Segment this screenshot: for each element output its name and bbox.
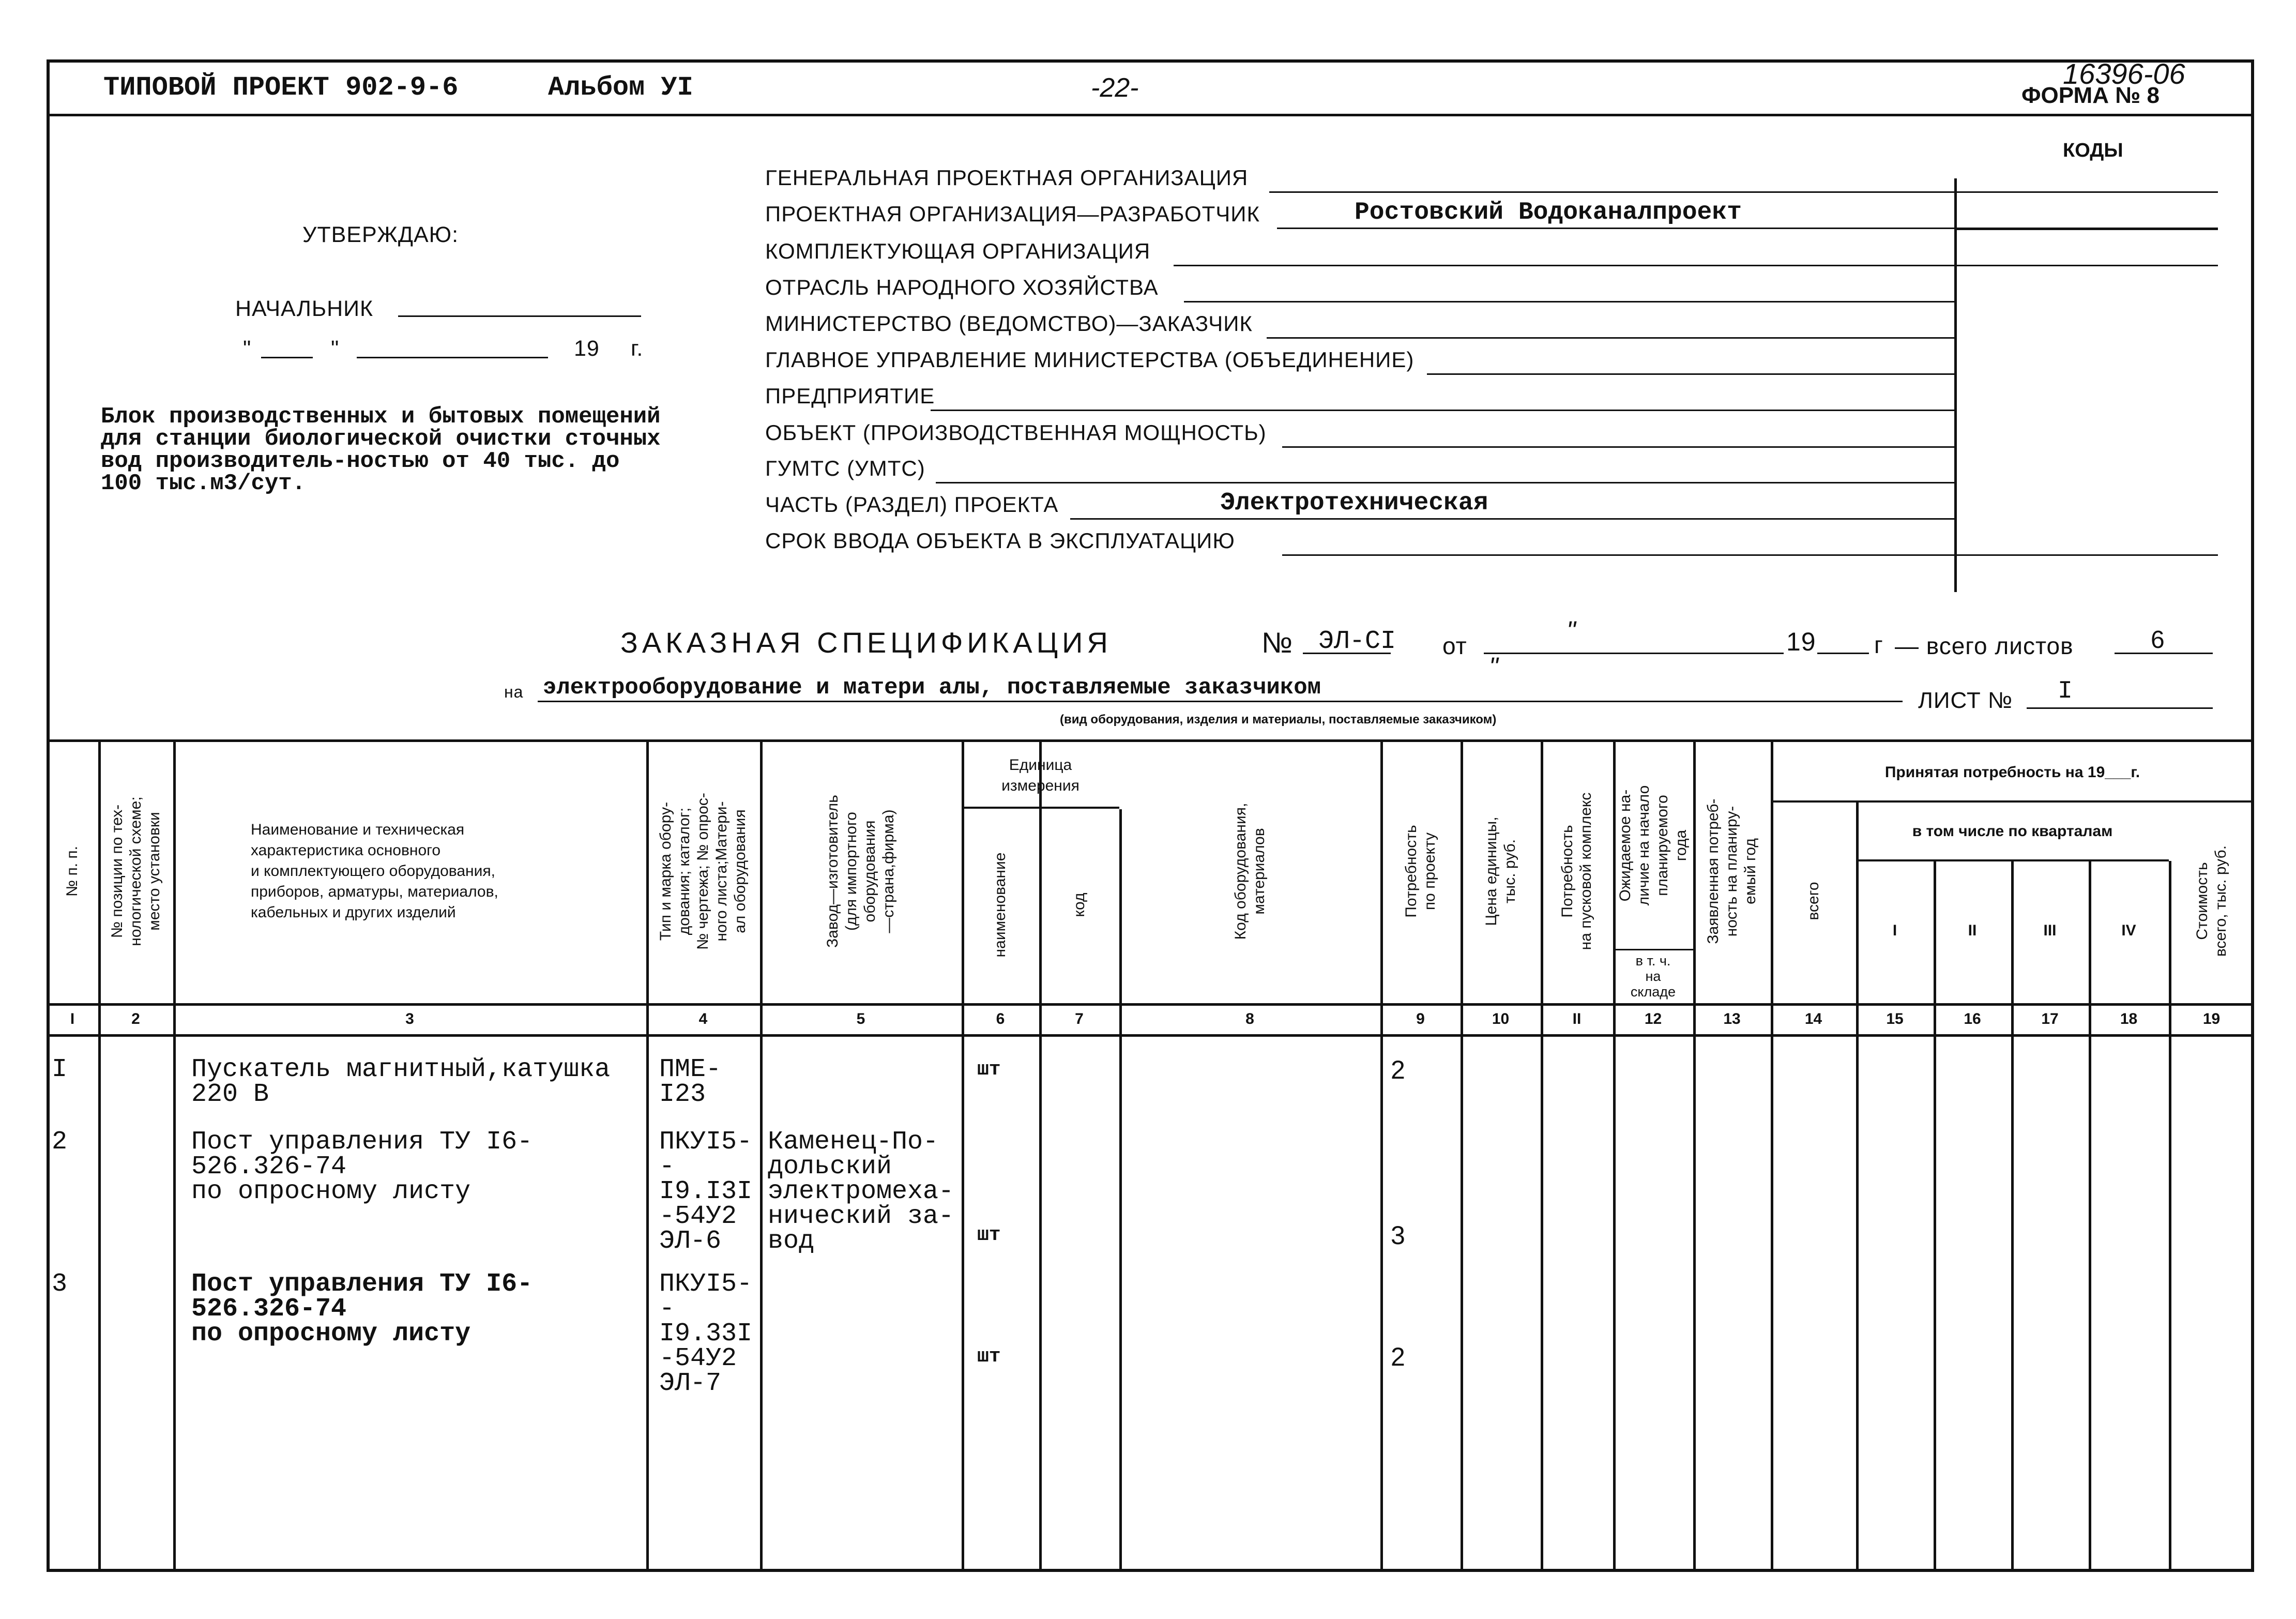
quarters-group-line bbox=[1856, 859, 2169, 861]
date-quote-open: " bbox=[243, 336, 252, 361]
number-row-bottom-line bbox=[47, 1034, 2254, 1037]
org-field-label: ГУМТС (УМТС) bbox=[765, 456, 925, 480]
column-number: 4 bbox=[698, 1010, 708, 1027]
spec-number: ЭЛ-СI bbox=[1318, 627, 1396, 656]
column-number: 19 bbox=[2202, 1010, 2221, 1027]
org-field-value: Электротехническая bbox=[1220, 489, 1488, 517]
sheet-number: I bbox=[2058, 677, 2073, 705]
row-item-type: ПМЕ-I23 bbox=[659, 1055, 722, 1109]
spec-date-line[interactable] bbox=[1484, 653, 1784, 654]
col-header-q3: III bbox=[2043, 922, 2057, 939]
spec-quote-close: " bbox=[1489, 652, 1498, 681]
org-field-label: КОМПЛЕКТУЮЩАЯ ОРГАНИЗАЦИЯ bbox=[765, 239, 1151, 263]
column-number: 3 bbox=[405, 1010, 414, 1027]
row-item-quantity: 2 bbox=[1391, 1342, 1405, 1371]
org-field-label: ГЕНЕРАЛЬНАЯ ПРОЕКТНАЯ ОРГАНИЗАЦИЯ bbox=[765, 165, 1249, 190]
project-title: ТИПОВОЙ ПРОЕКТ 902-9-6 bbox=[103, 72, 459, 103]
spec-title: ЗАКАЗНАЯ СПЕЦИФИКАЦИЯ bbox=[620, 626, 1112, 659]
org-field-label: СРОК ВВОДА ОБЪЕКТА В ЭКСПЛУАТАЦИЮ bbox=[765, 528, 1235, 553]
row-item-name: Пост управления ТУ I6-526.326-74 по опросному листу bbox=[191, 1127, 533, 1206]
org-field-label: ПРОЕКТНАЯ ОРГАНИЗАЦИЯ—РАЗРАБОТЧИК bbox=[765, 202, 1260, 226]
object-description: Блок производственных и бытовых помещений для станции биологической очистки сточных вод производитель-ностью от 40 тыс. до 100 тыс.м3/сут. bbox=[101, 404, 661, 496]
column-number: 14 bbox=[1804, 1010, 1822, 1027]
org-field-value: Ростовский Водоканалпроект bbox=[1355, 199, 1742, 226]
org-code-line[interactable] bbox=[1954, 265, 2218, 266]
spec-on-label: на bbox=[504, 683, 524, 701]
spec-number-line[interactable] bbox=[1303, 653, 1391, 654]
row-item-unit: шт bbox=[977, 1345, 1001, 1368]
row-item-type: ПКУI5- -I9.33I -54У2 ЭЛ-7 bbox=[659, 1269, 753, 1398]
column-number: 17 bbox=[2041, 1010, 2059, 1027]
col-header-declared: Заявленная потреб- ность на планиру- емый год bbox=[1705, 798, 1759, 944]
spec-year-suffix: г bbox=[1874, 631, 1883, 658]
col-header-in-stock: в т. ч. на складе bbox=[1630, 952, 1676, 1000]
column-number: 2 bbox=[131, 1010, 140, 1027]
col-header-unit-code: код bbox=[1070, 892, 1088, 917]
column-number: 16 bbox=[1964, 1010, 1981, 1027]
row-number: 3 bbox=[52, 1269, 68, 1299]
col-header-type: Тип и марка обору- дования; каталог; № чертежа; № опрос- ного листа;Матери- ал оборудования bbox=[657, 793, 749, 950]
org-field-line[interactable] bbox=[1269, 191, 1954, 193]
date-day-line[interactable] bbox=[261, 357, 313, 358]
chief-label: НАЧАЛЬНИК bbox=[235, 296, 374, 321]
row-item-quantity: 3 bbox=[1391, 1221, 1405, 1250]
col-header-q1: I bbox=[1892, 922, 1897, 939]
org-field-label: МИНИСТЕРСТВО (ВЕДОМСТВО)—ЗАКАЗЧИК bbox=[765, 311, 1253, 336]
total-sheets-value: 6 bbox=[2151, 626, 2165, 654]
column-number: 5 bbox=[856, 1010, 865, 1027]
col-header-quarters-group: в том числе по кварталам bbox=[1912, 822, 2113, 840]
org-code-line[interactable] bbox=[1954, 554, 2218, 556]
column-number: 8 bbox=[1245, 1010, 1254, 1027]
row-number: I bbox=[52, 1055, 68, 1084]
column-number: 10 bbox=[1492, 1010, 1510, 1027]
spec-subject-caption: (вид оборудования, изделия и материалы, поставляемые заказчиком) bbox=[1060, 713, 1497, 727]
header-divider bbox=[47, 114, 2254, 116]
page-number: -22- bbox=[1091, 73, 1139, 103]
org-field-label: ОТРАСЛЬ НАРОДНОГО ХОЗЯЙСТВА bbox=[765, 275, 1159, 299]
chief-signature-line[interactable] bbox=[398, 315, 641, 317]
col-header-q2: II bbox=[1968, 922, 1977, 939]
org-field-label: ОБЪЕКТ (ПРОИЗВОДСТВЕННАЯ МОЩНОСТЬ) bbox=[765, 420, 1267, 445]
row-item-unit: шт bbox=[977, 1058, 1001, 1081]
column-number: 13 bbox=[1723, 1010, 1741, 1027]
col-header-demand: Потребность по проекту bbox=[1402, 825, 1438, 918]
org-field-label: ГЛАВНОЕ УПРАВЛЕНИЕ МИНИСТЕРСТВА (ОБЪЕДИНЕНИЕ) bbox=[765, 347, 1415, 372]
spec-subject-line[interactable] bbox=[538, 701, 1903, 702]
header-bottom-line bbox=[47, 1003, 2254, 1006]
col-header-unit-name: наименование bbox=[992, 852, 1009, 958]
form-number: ФОРМА № 8 bbox=[2021, 83, 2160, 108]
org-field-line[interactable] bbox=[1174, 265, 1954, 266]
column-number: I bbox=[70, 1010, 75, 1027]
org-field-line[interactable] bbox=[1277, 228, 1954, 229]
col-header-launch-demand: Потребность на пусковой комплекс bbox=[1559, 792, 1594, 950]
col-header-name: Наименование и техническая характеристика основного и комплектующего оборудования, приборов, арматуры, материалов, кабельных и других изделий bbox=[251, 821, 498, 921]
spec-number-label: № bbox=[1261, 626, 1293, 659]
col-header-number: № п. п. bbox=[64, 846, 81, 897]
col-header-total: всего bbox=[1804, 882, 1822, 920]
spec-subject: электрооборудование и матери алы, поставляемые заказчиком bbox=[543, 675, 1321, 701]
date-year-prefix: 19 bbox=[574, 336, 600, 361]
accepted-group-line bbox=[1771, 800, 2254, 803]
col-header-price: Цена единицы, тыс. руб. bbox=[1482, 816, 1518, 926]
spec-from-label: от bbox=[1442, 632, 1467, 659]
org-field-line[interactable] bbox=[1427, 373, 1954, 375]
col-header-accepted-group: Принятая потребность на 19___г. bbox=[1884, 764, 2140, 781]
total-sheets-label: — всего листов bbox=[1895, 632, 2074, 659]
org-field-line[interactable] bbox=[1184, 301, 1954, 302]
sheet-number-line[interactable] bbox=[2027, 707, 2213, 709]
approve-label: УТВЕРЖДАЮ: bbox=[302, 222, 459, 247]
col-header-q4: IV bbox=[2121, 922, 2136, 939]
col-header-equipment-code: Код оборудования, материалов bbox=[1231, 803, 1268, 940]
album-label: Альбом УI bbox=[548, 72, 693, 103]
date-month-line[interactable] bbox=[357, 357, 548, 358]
row-item-maker: Каменец-По- дольский электромеха- нический за- вод bbox=[768, 1127, 954, 1256]
column-number: 9 bbox=[1416, 1010, 1425, 1027]
row-number: 2 bbox=[52, 1127, 68, 1157]
org-field-line[interactable] bbox=[931, 410, 1954, 411]
stock-split-line bbox=[1613, 949, 1693, 950]
org-field-line[interactable] bbox=[1070, 518, 1954, 520]
org-field-line[interactable] bbox=[1267, 337, 1954, 339]
sheet-label: ЛИСТ № bbox=[1918, 688, 2013, 713]
column-number: 6 bbox=[996, 1010, 1005, 1027]
row-item-type: ПКУI5- -I9.I3I -54У2 ЭЛ-6 bbox=[659, 1127, 753, 1256]
org-code-line[interactable] bbox=[1954, 229, 2218, 230]
org-field-label: ЧАСТЬ (РАЗДЕЛ) ПРОЕКТА bbox=[765, 492, 1059, 517]
document-code: 16396-06 bbox=[2063, 57, 2185, 90]
org-field-line[interactable] bbox=[1282, 446, 1954, 448]
col-header-unit-group: Единица измерения bbox=[1001, 756, 1079, 794]
org-field-label: ПРЕДПРИЯТИЕ bbox=[765, 384, 935, 408]
column-number: 7 bbox=[1075, 1010, 1084, 1027]
column-number: 15 bbox=[1886, 1010, 1904, 1027]
row-item-unit: шт bbox=[977, 1224, 1001, 1246]
org-field-line[interactable] bbox=[936, 482, 1954, 483]
org-field-line[interactable] bbox=[1282, 554, 1954, 556]
codes-column-divider bbox=[1954, 178, 1957, 592]
date-quote-close: " bbox=[331, 336, 340, 361]
row-item-name: Пускатель магнитный,катушка 220 В bbox=[191, 1055, 611, 1109]
column-number: 12 bbox=[1644, 1010, 1662, 1027]
column-number: II bbox=[1572, 1010, 1582, 1027]
col-header-position: № позиции по тех- нологической схеме; место установки bbox=[108, 796, 163, 946]
column-number: 18 bbox=[2120, 1010, 2138, 1027]
spec-year-line[interactable] bbox=[1817, 653, 1869, 654]
date-year-suffix: г. bbox=[631, 336, 644, 361]
spec-year-prefix: 19 bbox=[1786, 627, 1816, 656]
table-top-border bbox=[47, 739, 2254, 742]
org-code-line[interactable] bbox=[1954, 191, 2218, 193]
spec-quote-open: " bbox=[1567, 616, 1576, 645]
col-header-maker: Завод—изготовитель (для импортного оборудования —страна,фирма) bbox=[824, 795, 897, 948]
col-header-expected: Ожидаемое на- личие на начало планируемого года bbox=[1616, 785, 1690, 906]
row-item-quantity: 2 bbox=[1391, 1055, 1405, 1084]
row-item-name: Пост управления ТУ I6-526.326-74 по опросному листу bbox=[191, 1269, 533, 1349]
codes-label: КОДЫ bbox=[2063, 140, 2123, 161]
unit-group-line bbox=[962, 807, 1119, 809]
col-header-cost: Стоимость всего, тыс. руб. bbox=[2193, 845, 2229, 957]
